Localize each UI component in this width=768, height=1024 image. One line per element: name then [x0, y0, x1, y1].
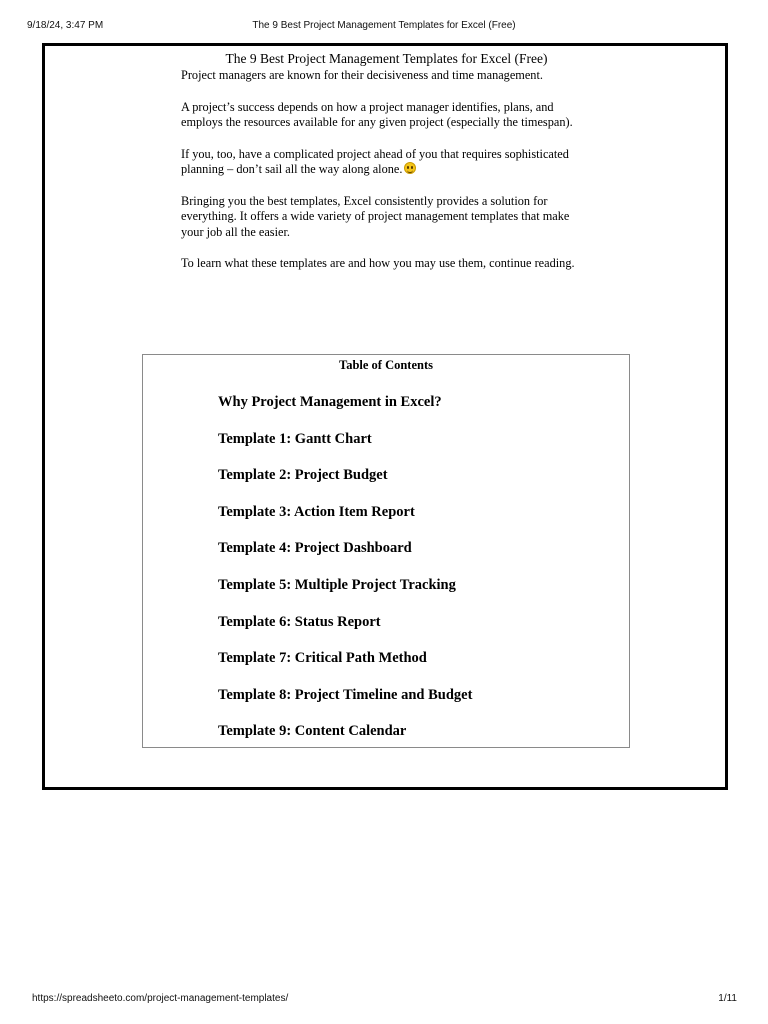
print-footer [0, 993, 768, 1007]
article-frame [42, 43, 728, 790]
intro-paragraph-3-text: If you, too, have a complicated project ahead of you that requires sophisticated planning – don’t sail all the way along alone. [181, 146, 569, 176]
toc-item-content-calendar[interactable]: Template 9: Content Calendar [218, 723, 407, 740]
toc-item-action-item-report[interactable]: Template 3: Action Item Report [218, 503, 415, 520]
intro-paragraph-5: To learn what these templates are and how you may use them, continue reading. [181, 256, 575, 270]
print-page-title: The 9 Best Project Management Templates for Excel (Free) [252, 20, 516, 31]
toc-item-critical-path-method[interactable]: Template 7: Critical Path Method [218, 650, 427, 667]
toc-item-project-budget[interactable]: Template 2: Project Budget [218, 467, 388, 484]
article-title: The 9 Best Project Management Templates for Excel (Free) [225, 51, 548, 66]
intro-paragraph-3 [181, 147, 591, 178]
toc-item-project-dashboard[interactable]: Template 4: Project Dashboard [218, 540, 412, 557]
intro-paragraph-2: A project’s success depends on how a project manager identifies, plans, and employs the resources available for any given project (especially the timespan). [181, 99, 573, 129]
print-page-number: 1/11 [718, 993, 737, 1004]
toc-item-why-excel[interactable]: Why Project Management in Excel? [218, 394, 442, 410]
toc-item-project-timeline-budget[interactable]: Template 8: Project Timeline and Budget [218, 686, 473, 703]
print-header [0, 18, 768, 34]
table-of-contents [142, 354, 630, 748]
toc-item-gantt-chart[interactable]: Template 1: Gantt Chart [218, 430, 372, 447]
toc-item-multiple-project-tracking[interactable]: Template 5: Multiple Project Tracking [218, 576, 456, 593]
print-datetime: 9/18/24, 3:47 PM [27, 20, 104, 31]
intro-paragraph-4: Bringing you the best templates, Excel consistently provides a solution for everything. It offers a wide variety of project management templates that make your job all the easier. [181, 193, 570, 239]
toc-heading: Table of Contents [339, 358, 433, 372]
toc-list [218, 393, 472, 759]
print-url: https://spreadsheeto.com/project-management-templates/ [32, 993, 289, 1004]
intro-section [181, 68, 591, 288]
toc-item-status-report[interactable]: Template 6: Status Report [218, 613, 381, 630]
smiley-face-icon [404, 162, 416, 174]
intro-paragraph-1: Project managers are known for their decisiveness and time management. [181, 68, 543, 82]
